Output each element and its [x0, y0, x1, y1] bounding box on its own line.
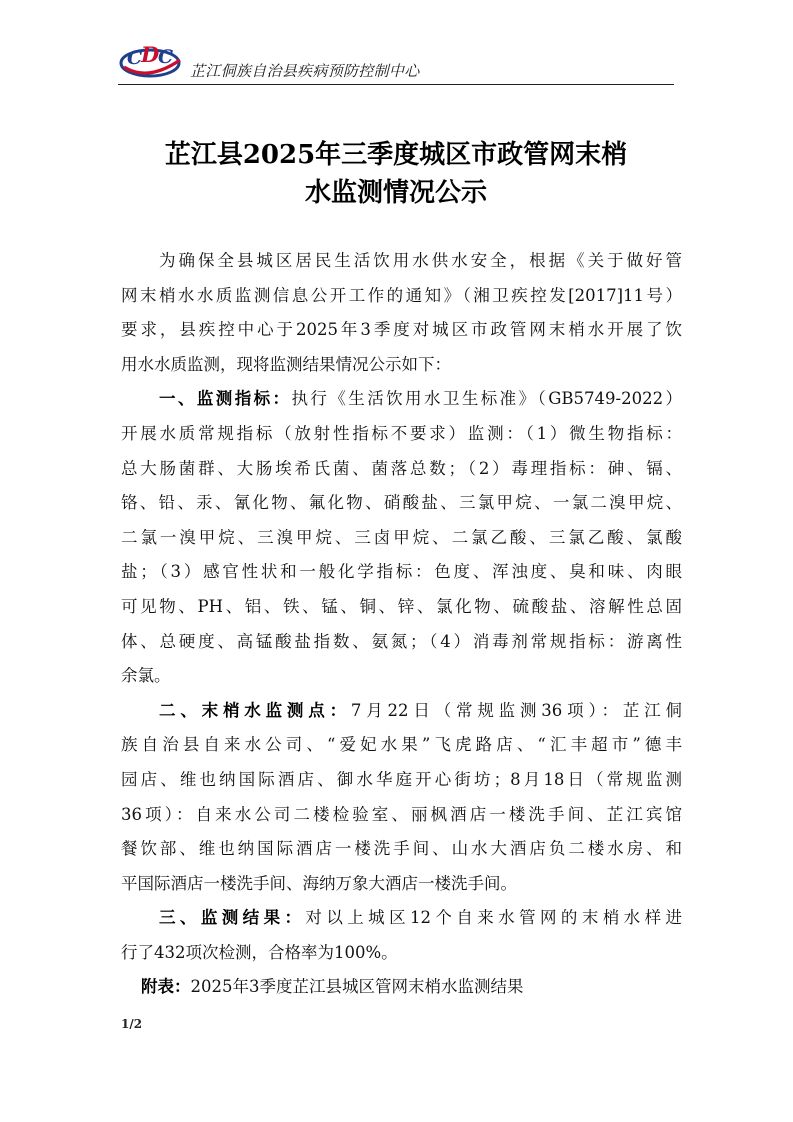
- section-1-line: 盐；（3）感官性状和一般化学指标：色度、浑浊度、臭和味、肉眼: [121, 562, 682, 582]
- svg-text:C: C: [158, 46, 174, 68]
- section-3-line: [121, 901, 682, 936]
- svg-text:D: D: [141, 42, 160, 67]
- section-2-line: 餐饮部、维也纳国际酒店一楼洗手间、山水大酒店负二楼水房、和: [121, 839, 682, 859]
- section-1-line: [121, 382, 682, 417]
- section-3-line: 行了432项次检测，合格率为100%。: [121, 942, 398, 962]
- page-title: [118, 136, 674, 212]
- section-3-text: 对以上城区12个自来水管网的末梢水样进: [305, 908, 683, 928]
- section-1-line: 余氯。: [121, 666, 171, 686]
- appendix-heading: 附表：: [141, 977, 191, 997]
- section-1-heading: 一、监测指标：: [159, 389, 292, 409]
- svg-text:C: C: [127, 47, 143, 69]
- intro-line: 要求，县疾控中心于2025年3季度对城区市政管网末梢水开展了饮: [121, 320, 682, 340]
- section-1-line: 开展水质常规指标（放射性指标不要求）监测：（1）微生物指标：: [121, 423, 682, 443]
- page-header: [118, 38, 674, 84]
- section-1-line: 可见物、PH、铝、铁、锰、铜、锌、氯化物、硫酸盐、溶解性总固: [121, 596, 682, 616]
- title-line-1: 芷江县2025年三季度城区市政管网末梢: [164, 140, 628, 170]
- section-2-text: 7月22日（常规监测36项）：芷江侗: [350, 700, 682, 720]
- section-2-line: [121, 694, 682, 729]
- section-2-line: 族自治县自来水公司、“爱妃水果”飞虎路店、“汇丰超市”德丰: [121, 735, 682, 755]
- intro-line: 用水水质监测，现将监测结果情况公示如下：: [121, 354, 451, 374]
- cdc-logo-icon: [118, 40, 186, 80]
- section-1-text: 执行《生活饮用水卫生标准》（GB5749-2022）: [291, 389, 682, 409]
- header-divider: [118, 84, 674, 85]
- page-number: 1/2: [121, 1017, 143, 1031]
- appendix-line: [121, 970, 682, 1005]
- section-2-heading: 二、末梢水监测点：: [159, 700, 351, 720]
- section-1-line: 二氯一溴甲烷、三溴甲烷、三卤甲烷、二氯乙酸、三氯乙酸、氯酸: [121, 527, 682, 547]
- section-2-line: 平国际酒店一楼洗手间、海纳万象大酒店一楼洗手间。: [121, 873, 517, 893]
- section-1-line: 总大肠菌群、大肠埃希氏菌、菌落总数；（2）毒理指标：砷、镉、: [121, 458, 682, 478]
- intro-line: 网末梢水水质监测信息公开工作的通知》（湘卫疾控发[2017]11号）: [121, 285, 682, 305]
- intro-line: 为确保全县城区居民生活饮用水供水安全，根据《关于做好管: [159, 251, 682, 270]
- section-2-line: 36项）：自来水公司二楼检验室、丽枫酒店一楼洗手间、芷江宾馆: [121, 804, 682, 824]
- section-1-line: 体、总硬度、高锰酸盐指数、氨氮；（4）消毒剂常规指标：游离性: [121, 631, 682, 651]
- appendix-text: 2025年3季度芷江县城区管网末梢水监测结果: [190, 977, 524, 997]
- section-1-line: 铬、铅、汞、氰化物、氟化物、硝酸盐、三氯甲烷、一氯二溴甲烷、: [121, 493, 682, 513]
- section-2-line: 园店、维也纳国际酒店、御水华庭开心街坊；8月18日（常规监测: [121, 769, 682, 789]
- org-name: 芷江侗族自治县疾病预防控制中心: [190, 62, 420, 80]
- document-body: [121, 244, 682, 1005]
- section-3-heading: 三、监测结果：: [159, 908, 306, 928]
- title-line-2: 水监测情况公示: [304, 178, 487, 208]
